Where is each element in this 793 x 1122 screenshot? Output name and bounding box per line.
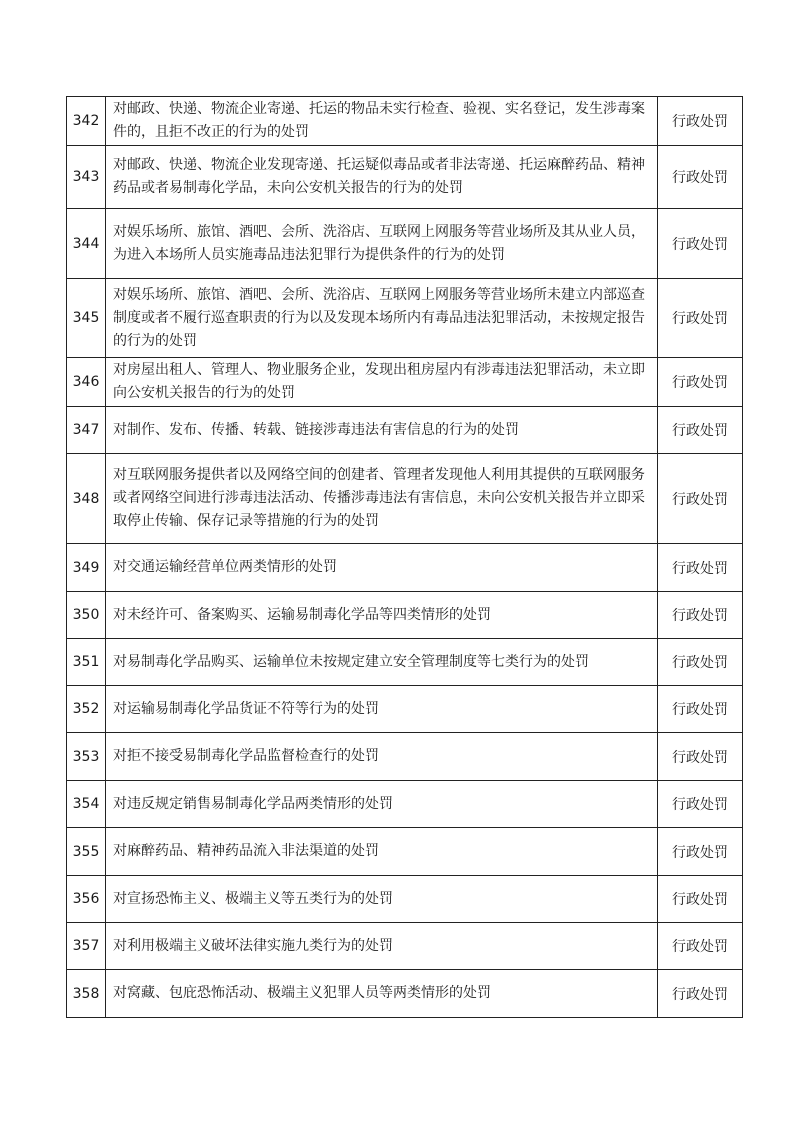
item-category: 行政处罚 <box>658 970 743 1018</box>
table-row <box>67 876 743 923</box>
item-text: 对利用极端主义破坏法律实施九类行为的处罚 <box>106 923 658 970</box>
item-category: 行政处罚 <box>658 279 743 358</box>
item-category: 行政处罚 <box>658 454 743 544</box>
item-category: 行政处罚 <box>658 209 743 279</box>
item-category: 行政处罚 <box>658 544 743 592</box>
item-text: 对娱乐场所、旅馆、酒吧、会所、洗浴店、互联网上网服务等营业场所未建立内部巡查制度或者不履行巡查职责的行为以及发现本场所内有毒品违法犯罪活动，未按规定报告的行为的处罚 <box>106 279 658 358</box>
item-category: 行政处罚 <box>658 686 743 733</box>
row-number: 343 <box>67 146 106 209</box>
table-row <box>67 639 743 686</box>
table-row <box>67 358 743 407</box>
table-row <box>67 209 743 279</box>
row-number: 346 <box>67 358 106 407</box>
item-category: 行政处罚 <box>658 781 743 828</box>
item-text: 对娱乐场所、旅馆、酒吧、会所、洗浴店、互联网上网服务等营业场所及其从业人员，为进入本场所人员实施毒品违法犯罪行为提供条件的行为的处罚 <box>106 209 658 279</box>
row-number: 350 <box>67 592 106 639</box>
item-text: 对未经许可、备案购买、运输易制毒化学品等四类情形的处罚 <box>106 592 658 639</box>
item-category: 行政处罚 <box>658 828 743 876</box>
item-text: 对宣扬恐怖主义、极端主义等五类行为的处罚 <box>106 876 658 923</box>
table-row <box>67 733 743 781</box>
item-category: 行政处罚 <box>658 358 743 407</box>
item-text: 对邮政、快递、物流企业发现寄递、托运疑似毒品或者非法寄递、托运麻醉药品、精神药品或者易制毒化学品，未向公安机关报告的行为的处罚 <box>106 146 658 209</box>
table-row <box>67 592 743 639</box>
row-number: 344 <box>67 209 106 279</box>
item-text: 对交通运输经营单位两类情形的处罚 <box>106 544 658 592</box>
item-category: 行政处罚 <box>658 639 743 686</box>
item-table <box>66 96 743 1018</box>
item-text: 对易制毒化学品购买、运输单位未按规定建立安全管理制度等七类行为的处罚 <box>106 639 658 686</box>
table-row <box>67 828 743 876</box>
item-category: 行政处罚 <box>658 876 743 923</box>
item-text: 对违反规定销售易制毒化学品两类情形的处罚 <box>106 781 658 828</box>
table-row <box>67 781 743 828</box>
table-row <box>67 407 743 454</box>
row-number: 347 <box>67 407 106 454</box>
row-number: 345 <box>67 279 106 358</box>
row-number: 355 <box>67 828 106 876</box>
table-row <box>67 923 743 970</box>
table-row <box>67 970 743 1018</box>
row-number: 349 <box>67 544 106 592</box>
row-number: 353 <box>67 733 106 781</box>
row-number: 357 <box>67 923 106 970</box>
item-category: 行政处罚 <box>658 97 743 146</box>
row-number: 348 <box>67 454 106 544</box>
item-text: 对邮政、快递、物流企业寄递、托运的物品未实行检查、验视、实名登记，发生涉毒案件的，且拒不改正的行为的处罚 <box>106 97 658 146</box>
item-text: 对房屋出租人、管理人、物业服务企业，发现出租房屋内有涉毒违法犯罪活动，未立即向公安机关报告的行为的处罚 <box>106 358 658 407</box>
row-number: 356 <box>67 876 106 923</box>
item-text: 对麻醉药品、精神药品流入非法渠道的处罚 <box>106 828 658 876</box>
item-category: 行政处罚 <box>658 923 743 970</box>
table-row <box>67 279 743 358</box>
row-number: 352 <box>67 686 106 733</box>
item-text: 对制作、发布、传播、转载、链接涉毒违法有害信息的行为的处罚 <box>106 407 658 454</box>
row-number: 358 <box>67 970 106 1018</box>
row-number: 342 <box>67 97 106 146</box>
row-number: 354 <box>67 781 106 828</box>
row-number: 351 <box>67 639 106 686</box>
table-row <box>67 454 743 544</box>
item-text: 对窝藏、包庇恐怖活动、极端主义犯罪人员等两类情形的处罚 <box>106 970 658 1018</box>
item-text: 对运输易制毒化学品货证不符等行为的处罚 <box>106 686 658 733</box>
item-category: 行政处罚 <box>658 733 743 781</box>
item-category: 行政处罚 <box>658 407 743 454</box>
item-text: 对互联网服务提供者以及网络空间的创建者、管理者发现他人利用其提供的互联网服务或者网络空间进行涉毒违法活动、传播涉毒违法有害信息，未向公安机关报告并立即采取停止传输、保存记录等措施的行为的处罚 <box>106 454 658 544</box>
item-category: 行政处罚 <box>658 146 743 209</box>
item-text: 对拒不接受易制毒化学品监督检查行的处罚 <box>106 733 658 781</box>
table-row <box>67 686 743 733</box>
table-row <box>67 544 743 592</box>
table-row <box>67 146 743 209</box>
item-category: 行政处罚 <box>658 592 743 639</box>
table-row <box>67 97 743 146</box>
item-table-body <box>67 97 743 1018</box>
